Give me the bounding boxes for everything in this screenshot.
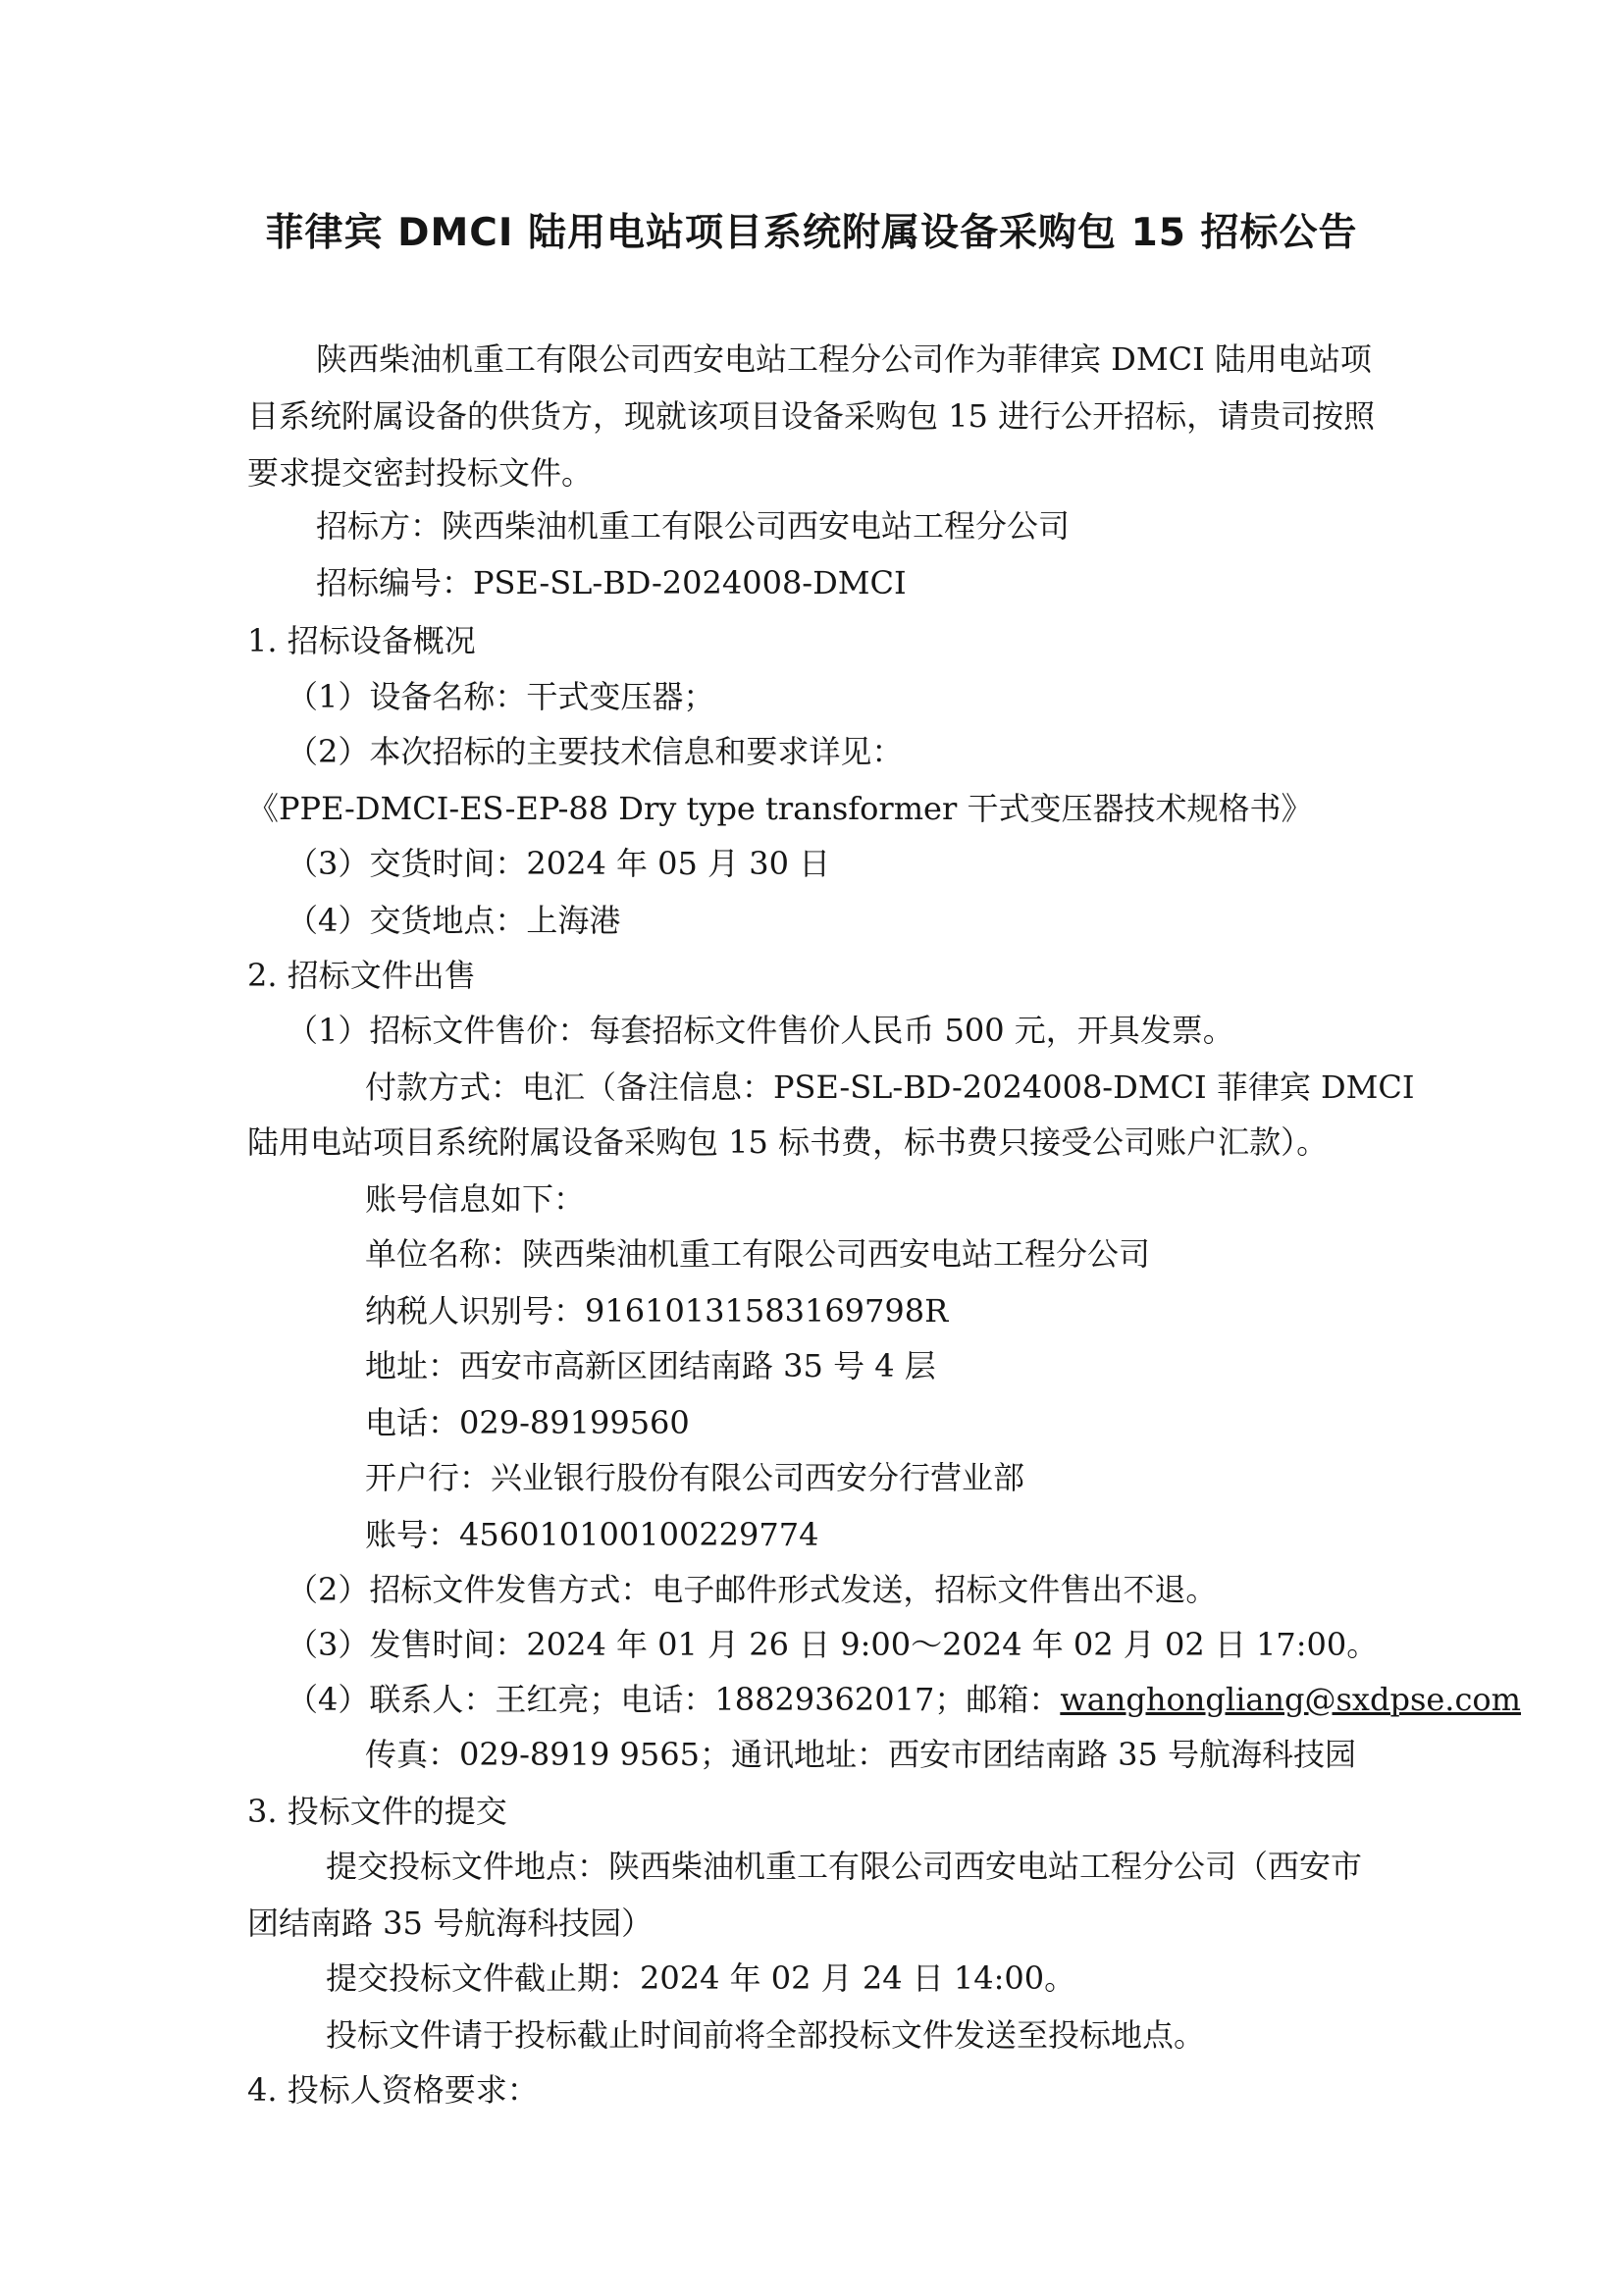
submission-location-line-1: 提交投标文件地点：陕西柴油机重工有限公司西安电站工程分公司（西安市 bbox=[326, 1848, 1363, 1885]
submission-location-line-2: 团结南路 35 号航海科技园） bbox=[247, 1905, 654, 1942]
intro-line-3: 要求提交密封投标文件。 bbox=[247, 454, 594, 492]
bank: 开户行：兴业银行股份有限公司西安分行营业部 bbox=[365, 1459, 1025, 1496]
sale-method: （2）招标文件发售方式：电子邮件形式发送，招标文件售出不退。 bbox=[287, 1571, 1218, 1608]
account-number: 账号：456010100100229774 bbox=[365, 1516, 819, 1553]
section-4-heading: 4. 投标人资格要求： bbox=[247, 2071, 539, 2109]
delivery-time: （3）交货时间：2024 年 05 月 30 日 bbox=[287, 845, 831, 882]
payment-method-line-1: 付款方式：电汇（备注信息：PSE-SL-BD-2024008-DMCI 菲律宾 DMCI bbox=[365, 1069, 1415, 1106]
tenderer: 招标方：陕西柴油机重工有限公司西安电站工程分公司 bbox=[316, 507, 1071, 545]
phone: 电话：029-89199560 bbox=[365, 1404, 690, 1441]
technical-spec-document: 《PPE-DMCI-ES-EP-88 Dry type transformer 干式变压器技术规格书》 bbox=[247, 790, 1313, 827]
intro-line-2: 目系统附属设备的供货方，现就该项目设备采购包 15 进行公开招标，请贵司按照 bbox=[247, 397, 1376, 435]
account-info-heading: 账号信息如下： bbox=[365, 1180, 586, 1218]
equipment-name: （1）设备名称：干式变压器； bbox=[287, 678, 715, 715]
sale-time: （3）发售时间：2024 年 01 月 26 日 9:00～2024 年 02 月 02 日 17:00。 bbox=[287, 1626, 1379, 1663]
address: 地址：西安市高新区团结南路 35 号 4 层 bbox=[365, 1347, 936, 1384]
submission-deadline: 提交投标文件截止期：2024 年 02 月 24 日 14:00。 bbox=[326, 1959, 1076, 1997]
payment-method-line-2: 陆用电站项目系统附属设备采购包 15 标书费，标书费只接受公司账户汇款）。 bbox=[247, 1123, 1329, 1161]
delivery-place: （4）交货地点：上海港 bbox=[287, 902, 621, 939]
section-2-heading: 2. 招标文件出售 bbox=[247, 957, 476, 994]
technical-requirements: （2）本次招标的主要技术信息和要求详见： bbox=[287, 733, 904, 770]
tender-number: 招标编号：PSE-SL-BD-2024008-DMCI bbox=[316, 564, 907, 601]
submission-note: 投标文件请于投标截止时间前将全部投标文件发送至投标地点。 bbox=[326, 2016, 1206, 2054]
contact-email-link[interactable]: wanghongliang@sxdpse.com bbox=[1060, 1681, 1521, 1718]
section-3-heading: 3. 投标文件的提交 bbox=[247, 1793, 507, 1830]
contact-info: （4）联系人：王红亮；电话：18829362017；邮箱： bbox=[287, 1681, 1061, 1718]
taxpayer-id: 纳税人识别号：91610131583169798R bbox=[365, 1292, 949, 1330]
section-1-heading: 1. 招标设备概况 bbox=[247, 622, 476, 659]
page-title: 菲律宾 DMCI 陆用电站项目系统附属设备采购包 15 招标公告 bbox=[265, 211, 1358, 255]
intro-line-1: 陕西柴油机重工有限公司西安电站工程分公司作为菲律宾 DMCI 陆用电站项 bbox=[316, 340, 1372, 378]
fax-and-mailing-address: 传真：029-8919 9565；通讯地址：西安市团结南路 35 号航海科技园 bbox=[365, 1736, 1357, 1773]
contact-line bbox=[287, 1680, 1521, 1719]
document-price: （1）招标文件售价：每套招标文件售价人民币 500 元，开具发票。 bbox=[287, 1012, 1234, 1049]
unit-name: 单位名称：陕西柴油机重工有限公司西安电站工程分公司 bbox=[365, 1235, 1151, 1273]
